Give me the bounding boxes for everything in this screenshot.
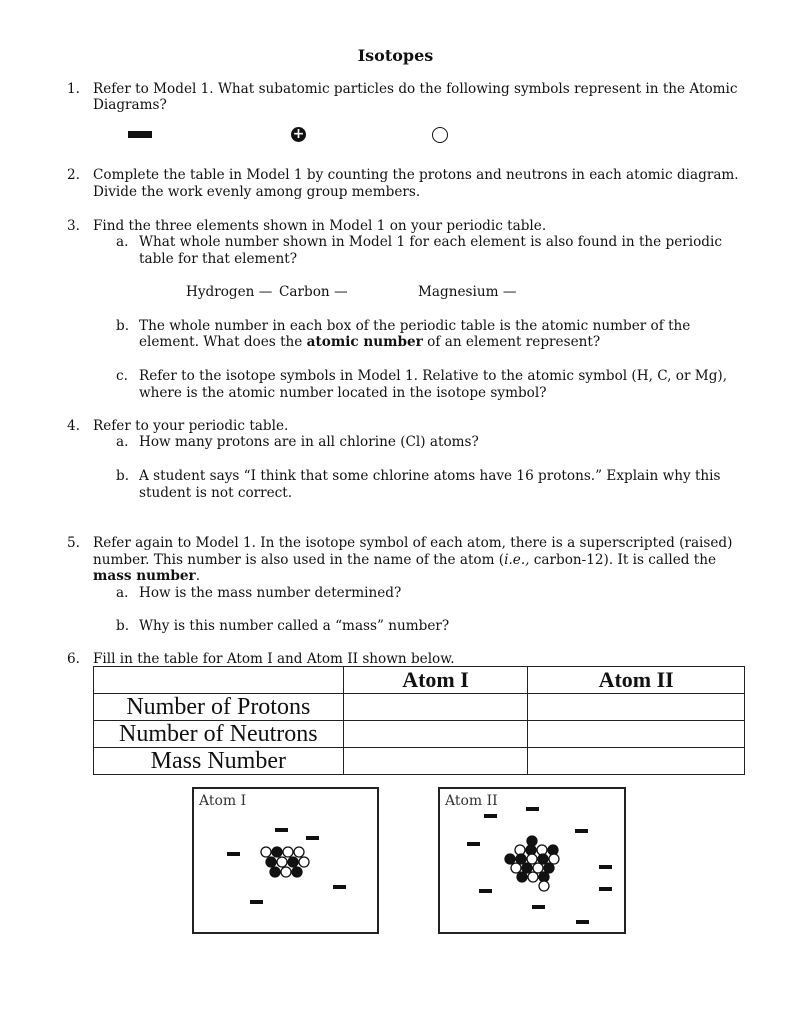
atom-2-label: Atom II (445, 793, 498, 809)
atom-2-diagram (438, 787, 626, 934)
q4-text: Refer to your periodic table. (93, 418, 289, 434)
answer-cell[interactable] (528, 748, 745, 775)
q5-text-line1: Refer again to Model 1. In the isotope symbol of each atom, there is a superscripted (raised) (93, 535, 733, 551)
q5-line3-post: . (195, 568, 201, 584)
electron-icon (467, 842, 480, 846)
electrons (227, 828, 346, 904)
proton-icon (292, 867, 302, 877)
electron-icon (306, 836, 319, 840)
row-label-neutrons: Number of Neutrons (94, 721, 344, 748)
q4a-text: How many protons are in all chlorine (Cl) atoms? (139, 434, 479, 450)
q5b-label: b. (116, 618, 130, 634)
q5-number: 5. (67, 535, 80, 551)
q1-text-line2: Diagrams? (93, 97, 167, 113)
neutron-icon (294, 847, 304, 857)
q6-number: 6. (67, 651, 80, 667)
q6-text: Fill in the table for Atom I and Atom II shown below. (93, 651, 455, 667)
q3c-text-line2: where is the atomic number located in the isotope symbol? (139, 385, 547, 401)
proton-icon (517, 872, 527, 882)
electron-symbol-icon (128, 131, 152, 138)
proton-icon (522, 863, 532, 873)
answer-cell[interactable] (528, 721, 745, 748)
q3a-text-line2: table for that element? (139, 251, 298, 267)
q3b-text-line1: The whole number in each box of the periodic table is the atomic number of the (139, 318, 691, 334)
electron-icon (575, 829, 588, 833)
row-label-protons: Number of Protons (94, 694, 344, 721)
page-title: Isotopes (357, 46, 434, 65)
proton-icon (505, 854, 515, 864)
answer-magnesium: Magnesium — (418, 284, 517, 300)
q3c-label: c. (116, 368, 128, 384)
q4-number: 4. (67, 418, 80, 434)
electron-icon (576, 920, 589, 924)
neutron-icon (533, 863, 543, 873)
q2-number: 2. (67, 167, 80, 183)
q3b-line2-pre: element. What does the (139, 334, 307, 350)
q5a-text: How is the mass number determined? (139, 585, 402, 601)
q5-line2-pre: number. This number is also used in the name of the atom ( (93, 552, 505, 568)
q4b-text-line1: A student says “I think that some chlorine atoms have 16 protons.” Explain why this (139, 468, 721, 484)
q3a-text-line1: What whole number shown in Model 1 for each element is also found in the periodic (139, 234, 722, 250)
electron-icon (227, 852, 240, 856)
q3b-line2-post: of an element represent? (422, 334, 601, 350)
q1-text-line1: Refer to Model 1. What subatomic particles do the following symbols represent in the Atomic (93, 81, 738, 97)
neutron-icon (527, 854, 537, 864)
answer-hydrogen: Hydrogen — (186, 284, 273, 300)
proton-icon (516, 854, 526, 864)
atom-1-label: Atom I (199, 793, 247, 809)
atom-1-diagram (192, 787, 379, 934)
table-header-cell: Atom II (528, 667, 745, 694)
answer-cell[interactable] (343, 721, 528, 748)
electron-icon (250, 900, 263, 904)
table-row (94, 748, 745, 775)
proton-icon (272, 847, 282, 857)
neutron-icon (281, 867, 291, 877)
q4b-label: b. (116, 468, 130, 484)
answer-cell[interactable] (343, 748, 528, 775)
neutron-icon (539, 881, 549, 891)
q3b-text-line2 (139, 334, 600, 351)
atom-1-drawing (194, 789, 377, 932)
electron-icon (599, 865, 612, 869)
answer-cell[interactable] (343, 694, 528, 721)
q3a-label: a. (116, 234, 129, 250)
neutron-icon (549, 854, 559, 864)
neutron-symbol-icon (432, 127, 448, 143)
q2-text-line1: Complete the table in Model 1 by counting the protons and neutrons in each atomic diagram. (93, 167, 739, 183)
q5-line2-post: carbon-12). It is called the (529, 552, 717, 568)
atomic-number-term: atomic number (306, 334, 423, 350)
proton-icon (261, 847, 271, 857)
proton-icon (288, 857, 298, 867)
neutron-icon (277, 857, 287, 867)
electron-icon (333, 885, 346, 889)
electron-icon (484, 814, 497, 818)
q5-line2-italic: i.e., (504, 552, 530, 568)
electron-icon (599, 887, 612, 891)
table-header-row (94, 667, 745, 694)
table-header-cell: Atom I (343, 667, 528, 694)
table-header-cell (94, 667, 344, 694)
q4a-label: a. (116, 434, 129, 450)
neutron-icon (283, 847, 293, 857)
q5-text-line3 (93, 568, 200, 585)
table-row (94, 694, 745, 721)
q1-number: 1. (67, 81, 80, 97)
q3-text: Find the three elements shown in Model 1 on your periodic table. (93, 218, 547, 234)
proton-icon (544, 863, 554, 873)
row-label-mass: Mass Number (94, 748, 344, 775)
q3-number: 3. (67, 218, 80, 234)
electron-icon (275, 828, 288, 832)
electron-icon (526, 807, 539, 811)
electron-icon (532, 905, 545, 909)
neutron-icon (299, 857, 309, 867)
neutron-icon (511, 863, 521, 873)
neutron-icon (528, 872, 538, 882)
answer-cell[interactable] (528, 694, 745, 721)
atom-2-drawing (440, 789, 624, 932)
q3b-label: b. (116, 318, 130, 334)
q5a-label: a. (116, 585, 129, 601)
answer-carbon: Carbon — (279, 284, 348, 300)
atom-table (93, 666, 745, 775)
proton-icon (270, 867, 280, 877)
q5-text-line2 (93, 552, 716, 569)
q2-text-line2: Divide the work evenly among group members. (93, 184, 421, 200)
proton-icon (266, 857, 276, 867)
electron-icon (479, 889, 492, 893)
table-row (94, 721, 745, 748)
mass-number-term: mass number (93, 568, 196, 584)
nucleus (261, 847, 309, 877)
nucleus (505, 836, 559, 891)
proton-icon (538, 854, 548, 864)
q5b-text: Why is this number called a “mass” number? (139, 618, 450, 634)
proton-symbol-icon: + (292, 126, 305, 142)
q4b-text-line2: student is not correct. (139, 485, 293, 501)
q3c-text-line1: Refer to the isotope symbols in Model 1. Relative to the atomic symbol (H, C, or Mg), (139, 368, 728, 384)
